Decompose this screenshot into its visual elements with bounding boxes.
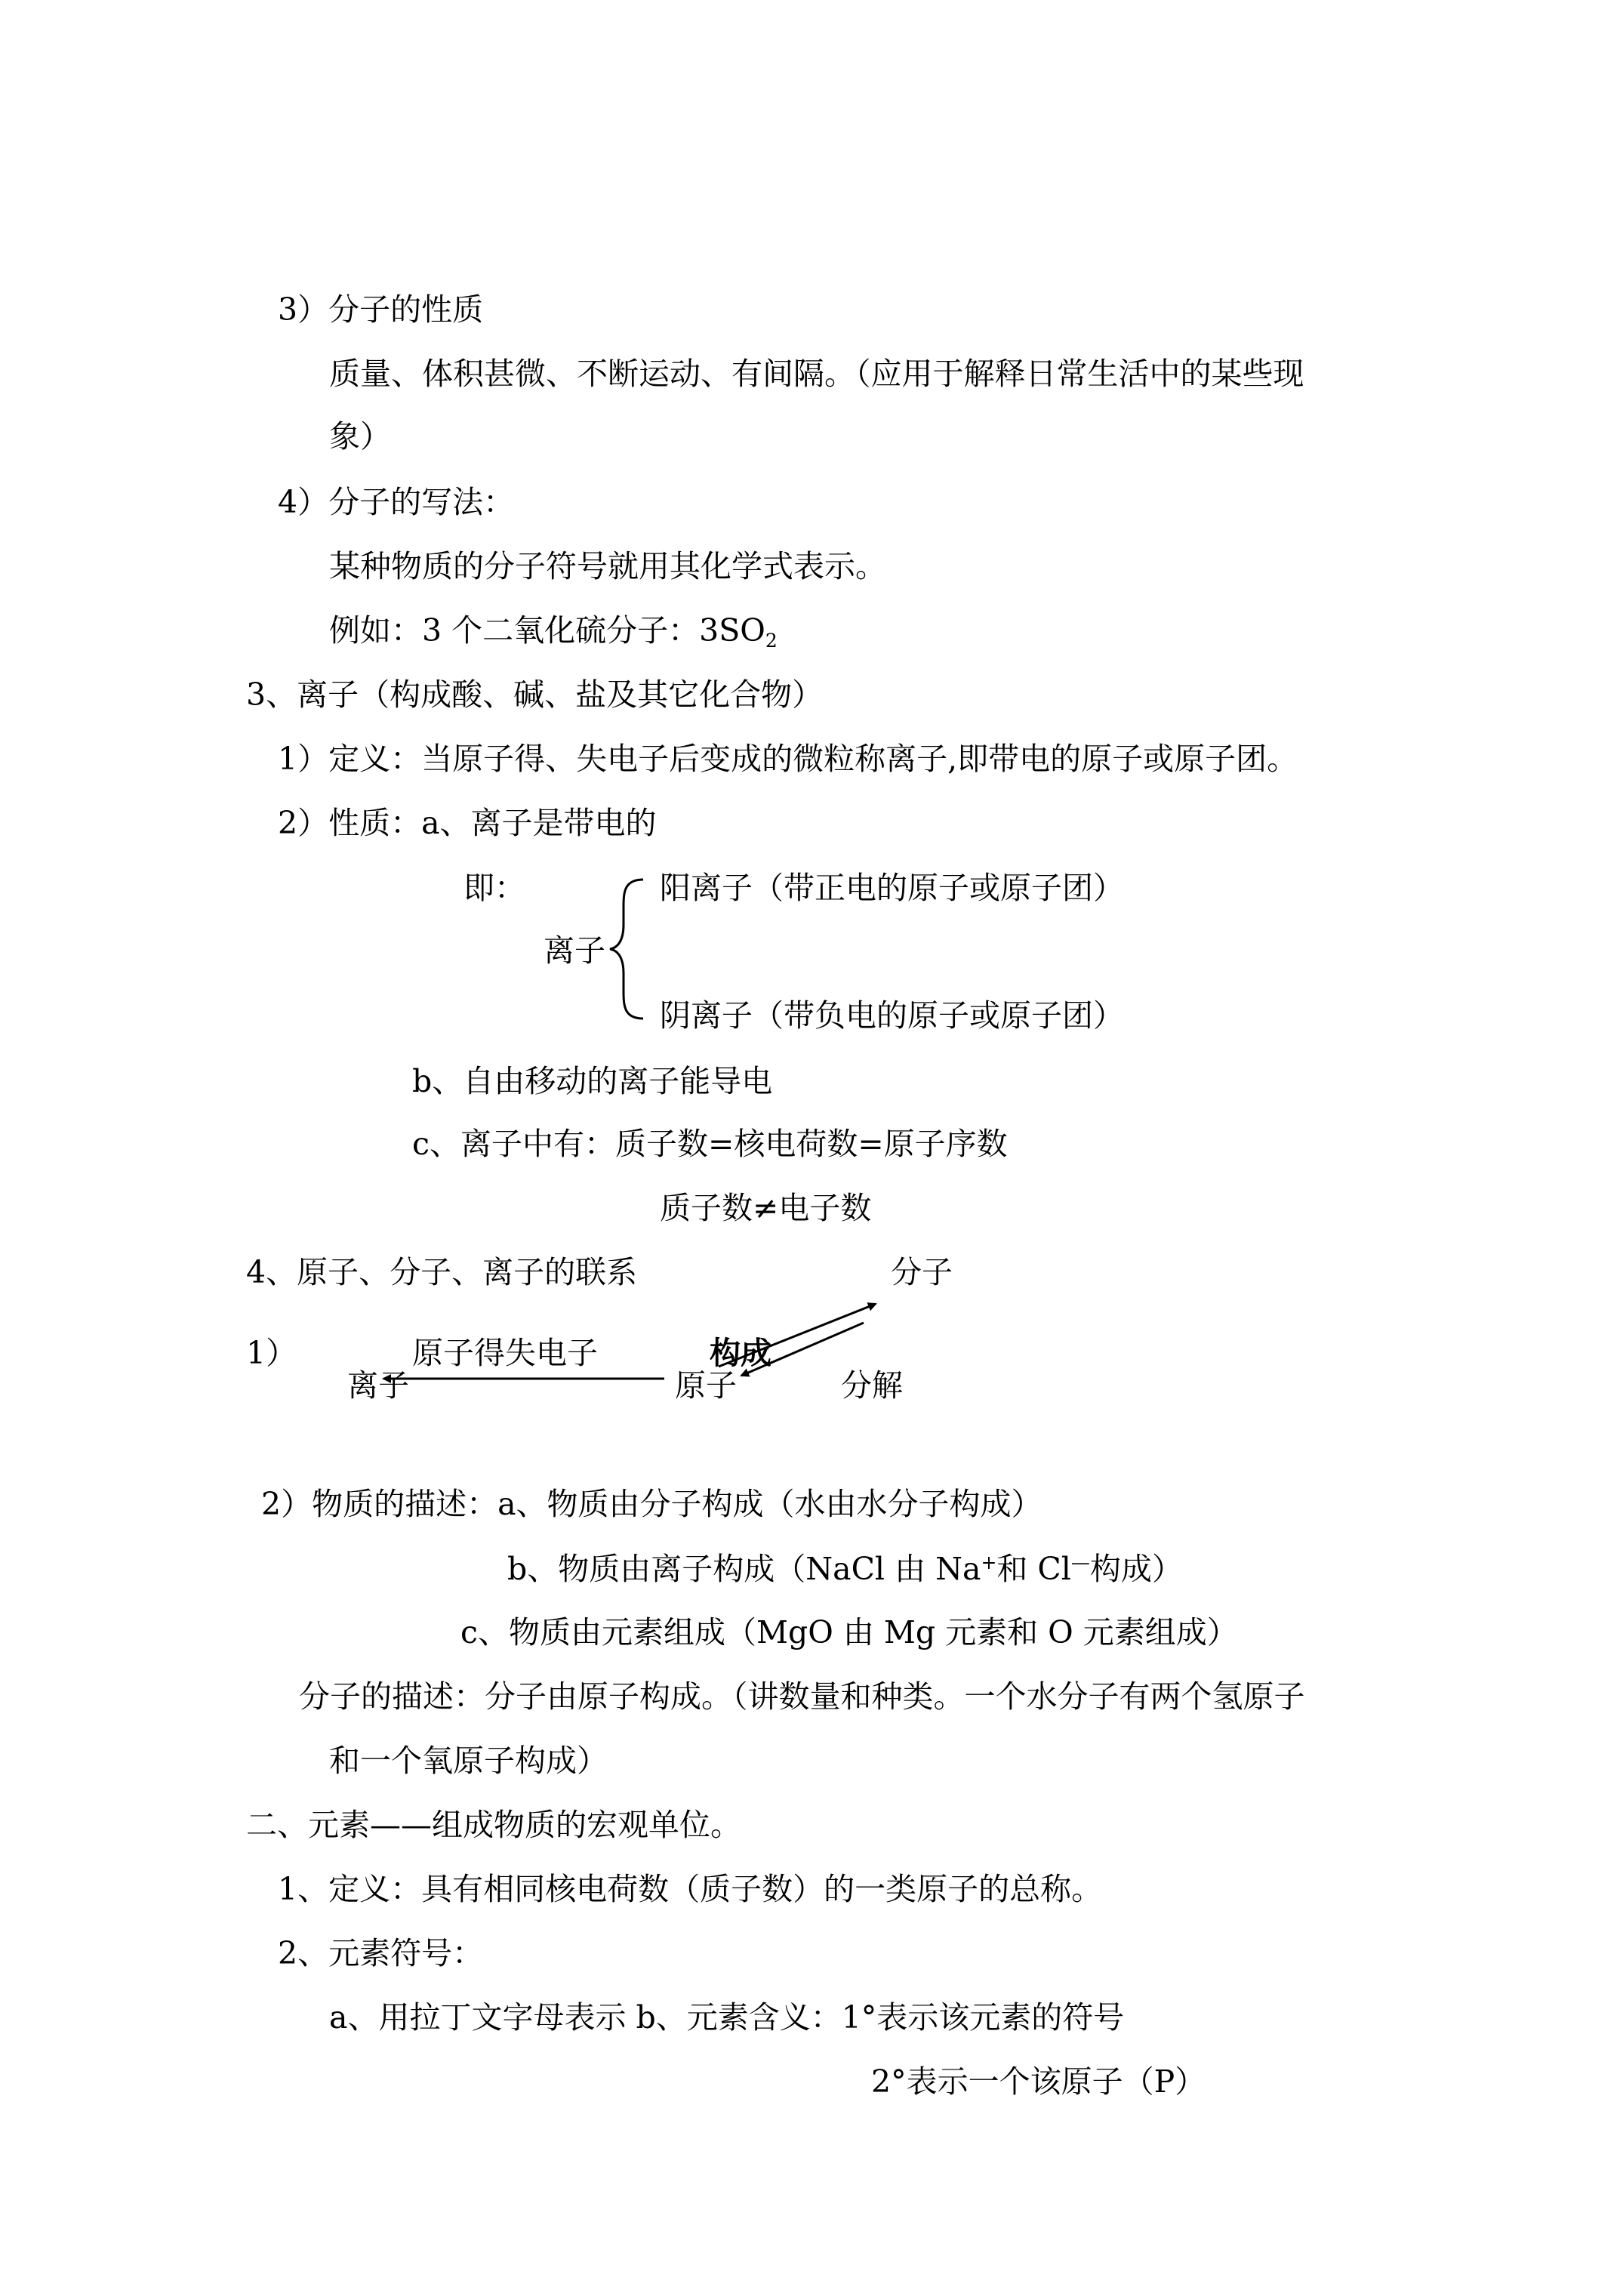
element-symbol-line: a、用拉丁文字母表示 b、元素含义：1°表示该元素的符号 [329,1999,1125,2036]
desc-line-a: 2）物质的描述：a、物质由分子构成（水由水分子构成） [261,1486,1042,1522]
ion-property-c2: 质子数≠电子数 [660,1190,872,1226]
element-symbol-heading: 2、元素符号： [278,1935,484,1971]
ion-property-b: b、自由移动的离子能导电 [412,1063,773,1099]
anion-text: 阴离子（带负电的原子或原子团） [660,997,1124,1034]
decompose-label: 分解 [841,1367,903,1404]
cation-text: 阳离子（带正电的原子或原子团） [660,870,1124,906]
mol-props-heading: 3）分子的性质 [278,291,484,328]
ion-ji: 即： [463,870,525,906]
mol-props-line2: 象） [329,418,391,455]
mol-notation-heading: 4）分子的写法： [278,484,515,520]
ion-brace [610,880,643,1019]
molecule-label: 分子 [891,1254,953,1290]
ion-property-a: 2）性质：a、离子是带电的 [278,805,657,841]
desc-line-c: c、物质由元素组成（MgO 由 Mg 元素和 O 元素组成） [460,1614,1238,1650]
ion-definition: 1）定义：当原子得、失电子后变成的微粒称离子,即带电的原子或原子团。 [278,741,1298,777]
element-symbol-line2: 2°表示一个该原子（P） [871,2063,1206,2100]
ion-node-label: 离子 [347,1367,409,1404]
mol-desc-line1: 分子的描述：分子由原子构成。（讲数量和种类。一个水分子有两个氢原子 [299,1678,1305,1715]
desc-line-b: b、物质由离子构成（NaCl 由 Na+和 Cl—构成） [507,1551,1183,1587]
mol-notation-line1: 某种物质的分子符号就用其化学式表示。 [329,548,886,584]
relation-heading: 4、原子、分子、离子的联系 [246,1254,638,1290]
element-definition: 1、定义：具有相同核电荷数（质子数）的一类原子的总称。 [278,1871,1103,1907]
gain-lose-label: 原子得失电子 [412,1335,598,1371]
element-heading: 二、元素——组成物质的宏观单位。 [246,1807,741,1843]
compose-label: 构成 [710,1335,771,1371]
mol-notation-example: 例如：3 个二氧化硫分子：$3SO_2$ [329,612,778,652]
relation-num: 1） [246,1335,297,1371]
compose-arrow [719,1304,876,1367]
ion-property-c: c、离子中有：质子数=核电荷数=原子序数 [412,1126,1008,1162]
mol-desc-line2: 和一个氧原子构成） [329,1743,608,1779]
mol-props-line1: 质量、体积甚微、不断运动、有间隔。（应用于解释日常生活中的某些现 [329,356,1304,392]
atom-node-label: 原子 [675,1367,737,1404]
ion-heading: 3、离子（构成酸、碱、盐及其它化合物） [246,676,824,713]
ion-word: 离子 [544,932,605,969]
